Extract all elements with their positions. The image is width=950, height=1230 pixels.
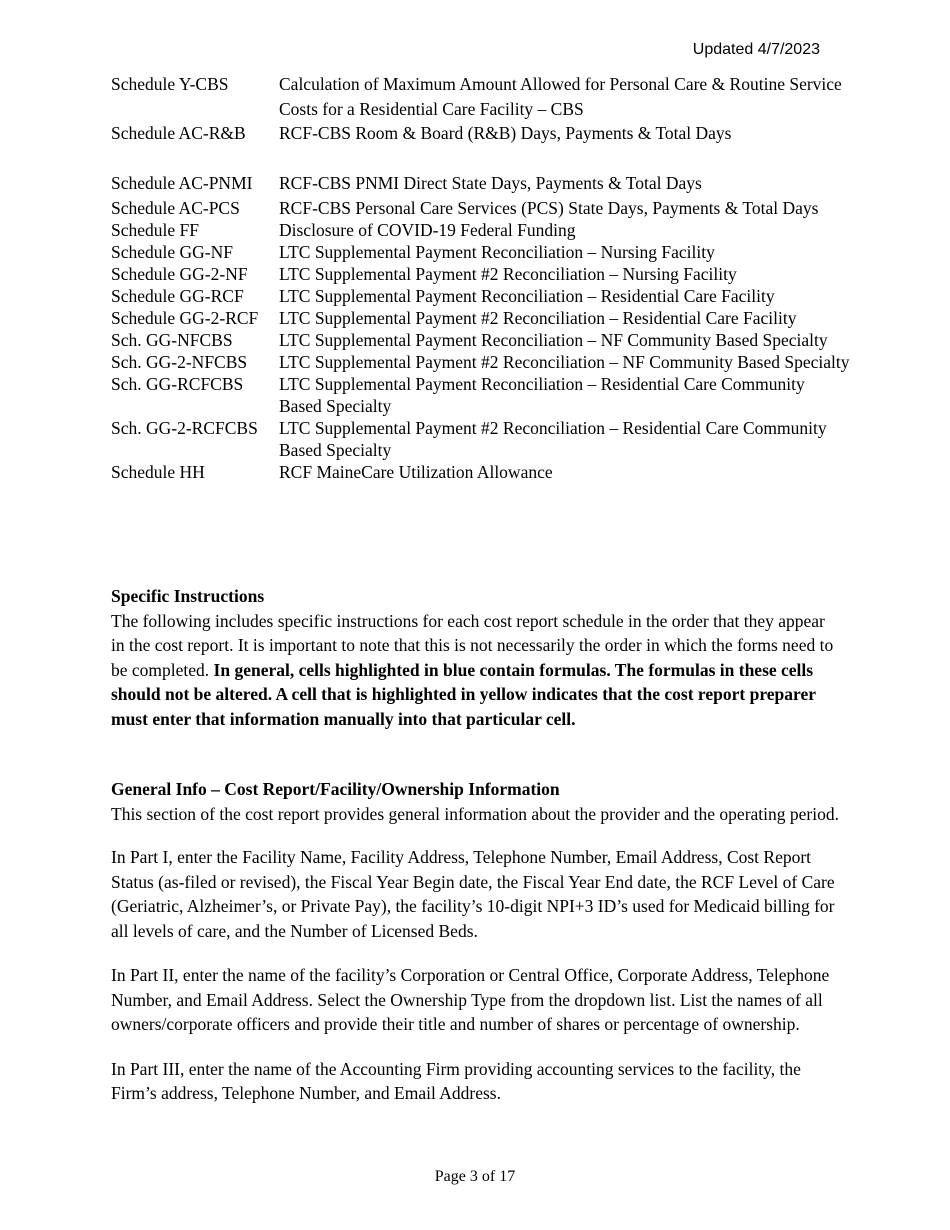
schedule-description: LTC Supplemental Payment #2 Reconciliation – Residential Care Facility [279,308,797,328]
schedule-row [111,263,851,285]
schedule-description: RCF-CBS PNMI Direct State Days, Payments & Total Days [279,173,702,193]
schedule-description: LTC Supplemental Payment #2 Reconciliation – NF Community Based Specialty [279,352,850,372]
specific-instructions-section [111,584,841,731]
paragraph: In Part I, enter the Facility Name, Facility Address, Telephone Number, Email Address, Cost Report Status (as-filed or revised), the Fiscal Year Begin date, the Fiscal Year End date, the RCF Level of Care (Geriatric, Alzheimer’s, or Private Pay), the facility’s 10-digit NPI+3 ID’s used for Medicaid billing for all levels of care, and the Number of Licensed Beds. [111,847,835,941]
schedule-description: LTC Supplemental Payment Reconciliation – Residential Care Community Based Specialty [279,374,805,416]
schedule-code: Schedule HH [111,462,205,482]
paragraph: This section of the cost report provides general information about the provider and the operating period. [111,803,839,824]
paragraph-text: The following includes specific instructions for each cost report schedule in the order that they appear in the cost report. It is important to note that this is not necessarily the order in which the forms need to be completed. [111,610,834,680]
schedule-row [111,172,851,194]
schedule-description: RCF MaineCare Utilization Allowance [279,462,553,482]
updated-date: Updated 4/7/2023 [692,41,820,58]
paragraph: In Part II, enter the name of the facility’s Corporation or Central Office, Corporate Address, Telephone Number, and Email Address. Select the Ownership Type from the dropdown list. List the names of all owners/corporate officers and provide their title and number of shares or percentage of ownership. [111,965,830,1034]
schedule-row [111,329,851,351]
schedule-code: Schedule GG-RCF [111,286,244,306]
section-heading: General Info – Cost Report/Facility/Ownership Information [111,779,560,799]
schedule-code: Schedule AC-PCS [111,198,240,218]
schedule-code: Schedule FF [111,220,199,240]
schedule-row [111,461,851,483]
schedule-code: Sch. GG-2-NFCBS [111,352,248,372]
schedule-code: Schedule Y-CBS [111,74,229,94]
schedule-row [111,307,851,329]
schedule-description: Calculation of Maximum Amount Allowed for Personal Care & Routine Service Costs for a Residential Care Facility – CBS [279,74,842,119]
paragraph: In Part III, enter the name of the Accounting Firm providing accounting services to the facility, the Firm’s address, Telephone Number, and Email Address. [111,1058,801,1103]
schedule-code: Sch. GG-2-RCFCBS [111,418,258,438]
schedule-list [111,72,851,483]
schedule-description: RCF-CBS Personal Care Services (PCS) State Days, Payments & Total Days [279,198,819,218]
schedule-description: LTC Supplemental Payment Reconciliation – Residential Care Facility [279,286,775,306]
general-info-section [111,777,841,1106]
page-number: Page 3 of 17 [434,1168,516,1185]
schedule-code: Schedule AC-PNMI [111,173,253,193]
schedule-code: Schedule AC-R&B [111,123,246,143]
section-heading: Specific Instructions [111,586,265,606]
schedule-code: Sch. GG-RCFCBS [111,374,244,394]
schedule-code: Sch. GG-NFCBS [111,330,233,350]
schedule-description: LTC Supplemental Payment Reconciliation – Nursing Facility [279,242,715,262]
schedule-code: Schedule GG-2-RCF [111,308,259,328]
schedule-row [111,417,851,461]
schedule-row [111,72,851,121]
schedule-code: Schedule GG-NF [111,242,233,262]
schedule-description: Disclosure of COVID-19 Federal Funding [279,220,576,240]
schedule-description: LTC Supplemental Payment #2 Reconciliation – Nursing Facility [279,264,737,284]
schedule-row [111,373,851,417]
schedule-description: RCF-CBS Room & Board (R&B) Days, Payments & Total Days [279,123,732,143]
paragraph-bold-text: In general, cells highlighted in blue contain formulas. The formulas in these cells should not be altered. A cell that is highlighted in yellow indicates that the cost report preparer must enter that information manually into that particular cell. [111,659,816,729]
schedule-row [111,241,851,263]
schedule-code: Schedule GG-2-NF [111,264,248,284]
schedule-row [111,351,851,373]
schedule-description: LTC Supplemental Payment #2 Reconciliation – Residential Care Community Based Specialty [279,418,827,460]
schedule-row [111,122,851,144]
schedule-row [111,285,851,307]
paragraph [111,609,841,732]
schedule-description: LTC Supplemental Payment Reconciliation – NF Community Based Specialty [279,330,828,350]
schedule-row [111,197,851,219]
schedule-row [111,219,851,241]
